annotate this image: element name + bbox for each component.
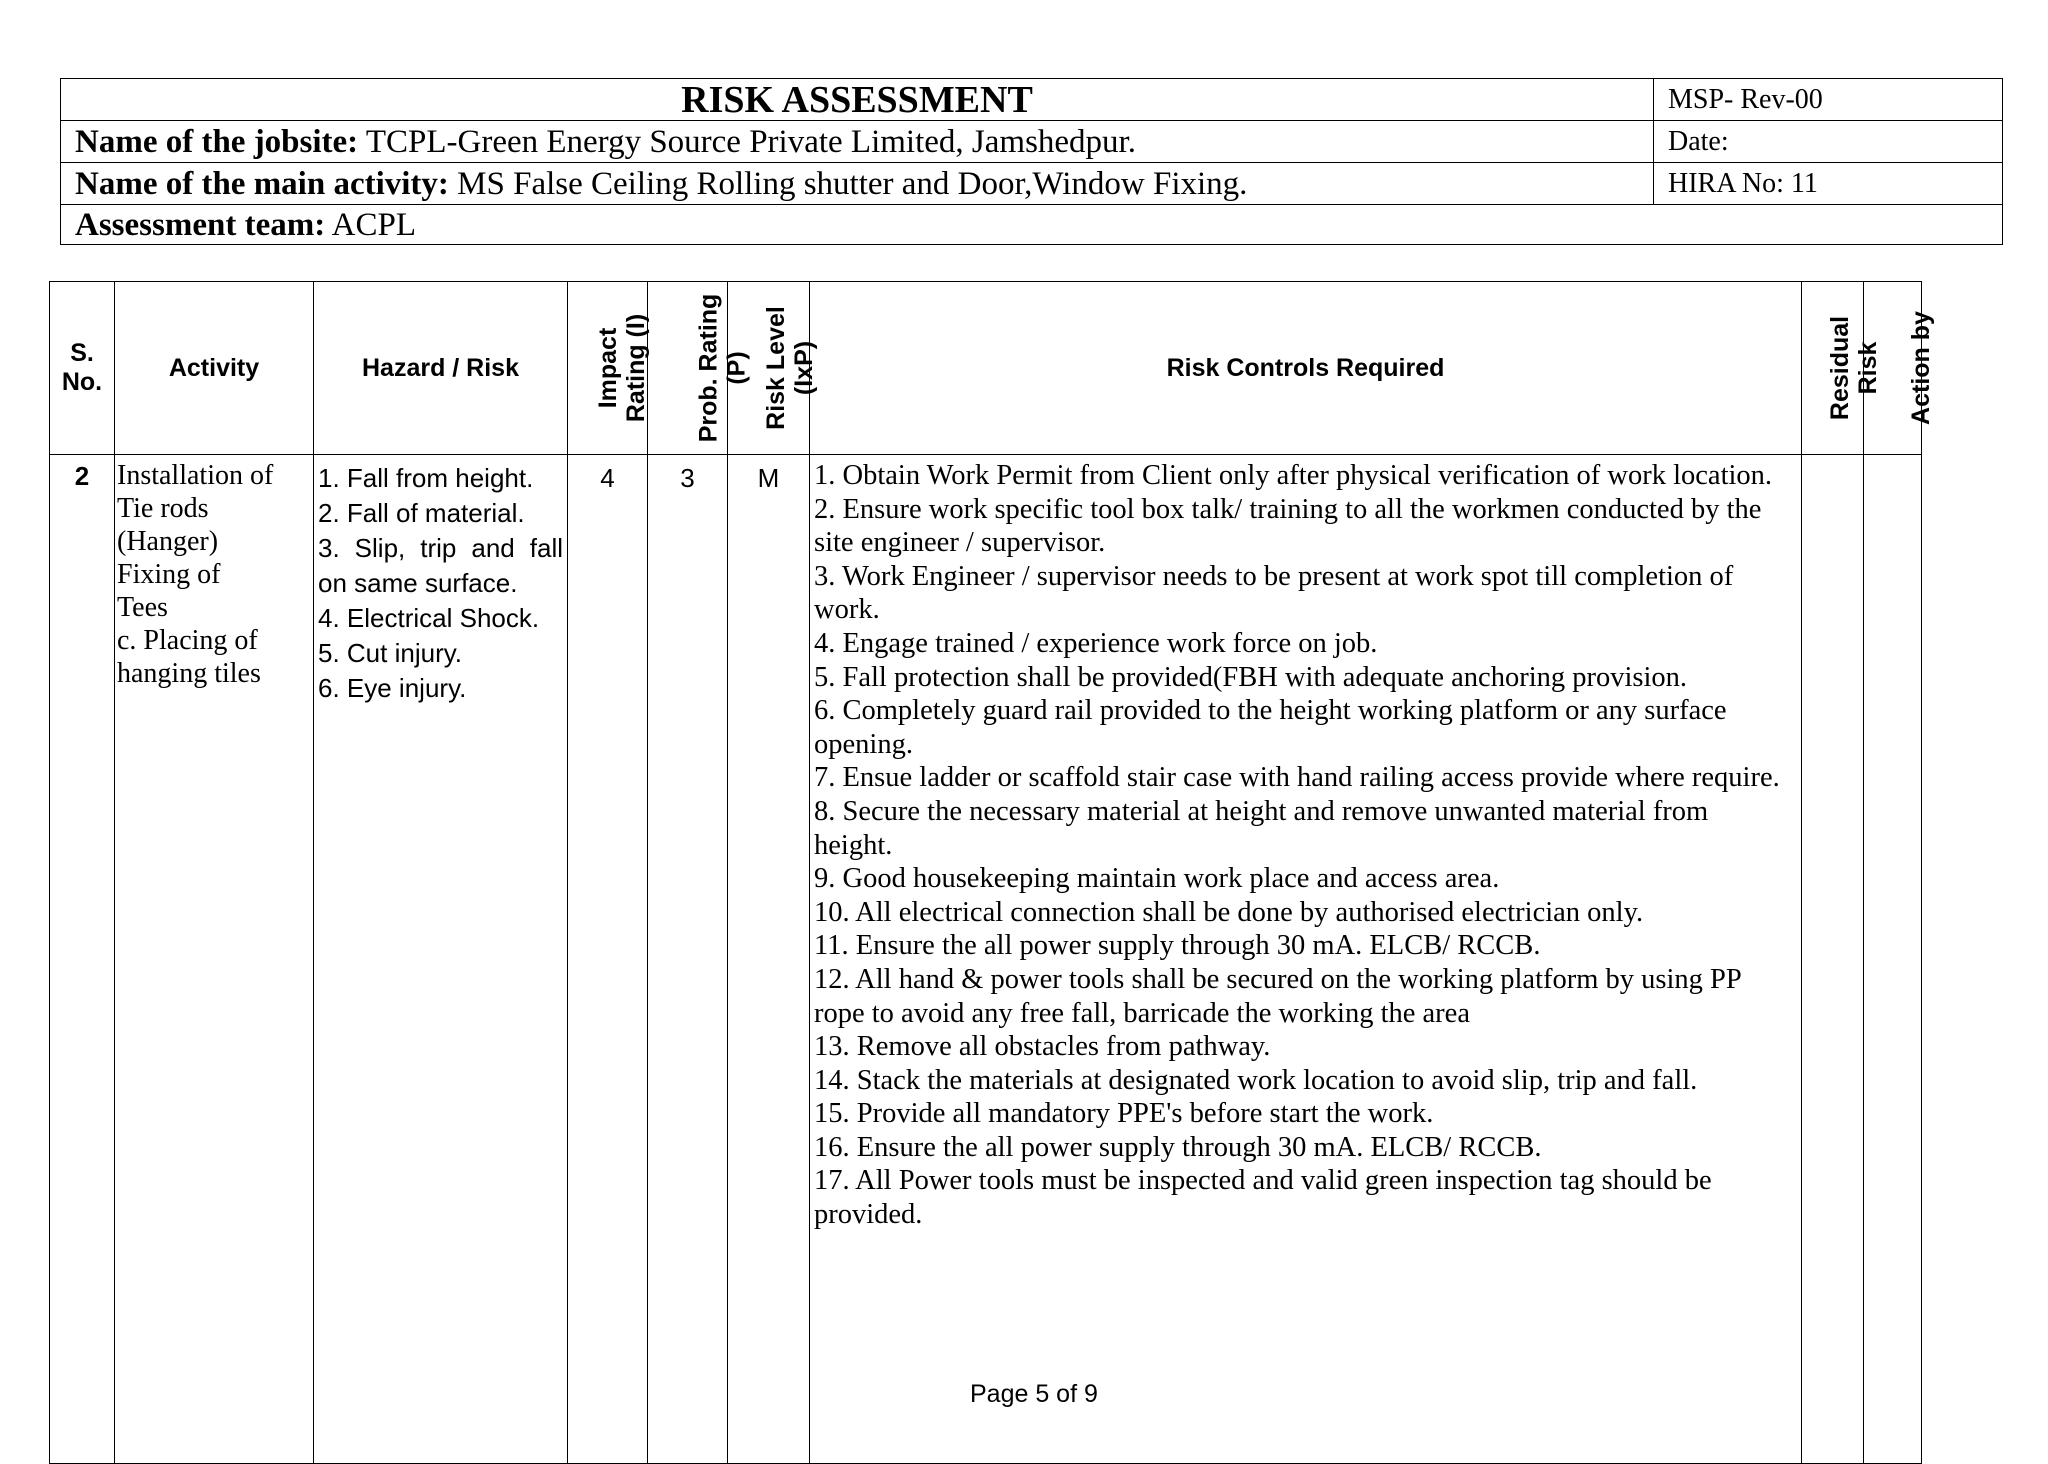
activity-line: Installation of: [117, 460, 274, 491]
header-table: [60, 78, 2003, 245]
hira-number: HIRA No: 11: [1654, 163, 2003, 205]
col-level-line2: (IxP): [789, 340, 818, 395]
control-item: 4. Engage trained / experience work force on job.: [814, 627, 1378, 659]
document-title: RISK ASSESSMENT: [61, 79, 1654, 121]
activity-line: (Hanger): [117, 526, 219, 557]
row-action-by: [1864, 455, 1922, 1464]
table-row: [50, 455, 1922, 1464]
control-item: 6. Completely guard rail provided to the height working platform or any surface opening.: [814, 695, 1727, 760]
control-item: 2. Ensure work specific tool box talk/ training to all the workmen conducted by the site engineer / supervisor.: [814, 493, 1762, 559]
assessment-team-label: Assessment team:: [75, 206, 326, 243]
jobsite-value: TCPL-Green Energy Source Private Limited, Jamshedpur.: [358, 123, 1136, 160]
activity-line: c. Placing of: [117, 625, 258, 656]
main-activity-value: MS False Ceiling Rolling shutter and Door,Window Fixing.: [448, 165, 1248, 202]
col-activity: Activity: [115, 282, 314, 455]
row-risk-level: M: [728, 455, 810, 1464]
control-item: 3. Work Engineer / supervisor needs to be present at work spot till completion of work.: [814, 560, 1734, 626]
row-residual-risk: [1802, 455, 1864, 1464]
control-item: 11. Ensure the all power supply through 30 mA. ELCB/ RCCB.: [814, 930, 1541, 962]
jobsite-row: [61, 121, 1654, 163]
control-item: 14. Stack the materials at designated work location to avoid slip, trip and fall.: [814, 1064, 1698, 1096]
col-hazard: Hazard / Risk: [314, 282, 568, 455]
control-item: 12. All hand & power tools shall be secured on the working platform by using PP rope to avoid any free fall, barricade the working the area: [814, 963, 1741, 1029]
control-item: 10. All electrical connection shall be done by authorised electrician only.: [814, 896, 1644, 928]
page-number: Page 5 of 9: [970, 1380, 1098, 1408]
row-sno: 2: [50, 455, 115, 1464]
control-item: 1. Obtain Work Permit from Client only after physical verification of work location.: [814, 460, 1773, 491]
col-action-label: Action by: [1906, 310, 1935, 425]
date-label: Date:: [1654, 121, 2003, 163]
control-item: 16. Ensure the all power supply through 30 mA. ELCB/ RCCB.: [814, 1131, 1542, 1163]
row-controls: [810, 455, 1802, 1464]
col-prob-line2: (P): [722, 350, 751, 385]
jobsite-label: Name of the jobsite:: [75, 123, 359, 160]
control-item: 17. All Power tools must be inspected and valid green inspection tag should be provided.: [814, 1165, 1712, 1231]
col-sno: S. No.: [50, 282, 115, 455]
col-residual-line1: Residual: [1826, 315, 1855, 420]
activity-line: hanging tiles: [117, 658, 261, 689]
activity-line: Tees: [117, 592, 168, 623]
control-item: 15. Provide all mandatory PPE's before start the work.: [814, 1098, 1434, 1130]
hazard-item: 2. Fall of material.: [318, 498, 525, 528]
col-impact: [568, 282, 651, 455]
row-probability-rating: 3: [648, 455, 728, 1464]
activity-line: Fixing of: [117, 559, 221, 590]
control-item: 7. Ensue ladder or scaffold stair case with hand railing access provide where require.: [814, 762, 1780, 794]
hazard-item: 4. Electrical Shock.: [318, 603, 540, 633]
control-item: 9. Good housekeeping maintain work place and access area.: [814, 863, 1500, 895]
col-impact-line2: Rating (I): [622, 313, 651, 422]
row-activity: [115, 455, 314, 1464]
control-item: 5. Fall protection shall be provided(FBH with adequate anchoring provision.: [814, 661, 1688, 693]
main-activity-row: [61, 163, 1654, 205]
assessment-team-value: ACPL: [325, 206, 416, 243]
control-item: 13. Remove all obstacles from pathway.: [814, 1031, 1271, 1063]
activity-line: Tie rods: [117, 493, 209, 524]
col-prob-line1: Prob. Rating: [694, 293, 723, 442]
hazard-item: 5. Cut injury.: [318, 638, 463, 668]
risk-table: [49, 281, 1935, 1464]
table-header-row: [50, 282, 1922, 455]
hazard-item: 3. Slip, trip and fall on same surface.: [318, 533, 563, 598]
main-activity-label: Name of the main activity:: [75, 165, 449, 202]
col-controls: Risk Controls Required: [810, 282, 1802, 455]
control-item: 8. Secure the necessary material at height and remove unwanted material from height.: [814, 795, 1709, 861]
col-level-line1: Risk Level: [761, 305, 790, 430]
col-probability: [648, 282, 751, 455]
assessment-team-row: [61, 205, 2003, 245]
row-hazards: [314, 455, 568, 1464]
col-residual-line2: Risk: [1854, 341, 1883, 394]
col-residual-risk: [1802, 282, 1883, 455]
hazard-item: 1. Fall from height.: [318, 463, 534, 493]
row-impact-rating: 4: [568, 455, 648, 1464]
revision-number: MSP- Rev-00: [1654, 79, 2003, 121]
hazard-item: 6. Eye injury.: [318, 673, 467, 703]
col-impact-line1: Impact: [594, 327, 623, 408]
